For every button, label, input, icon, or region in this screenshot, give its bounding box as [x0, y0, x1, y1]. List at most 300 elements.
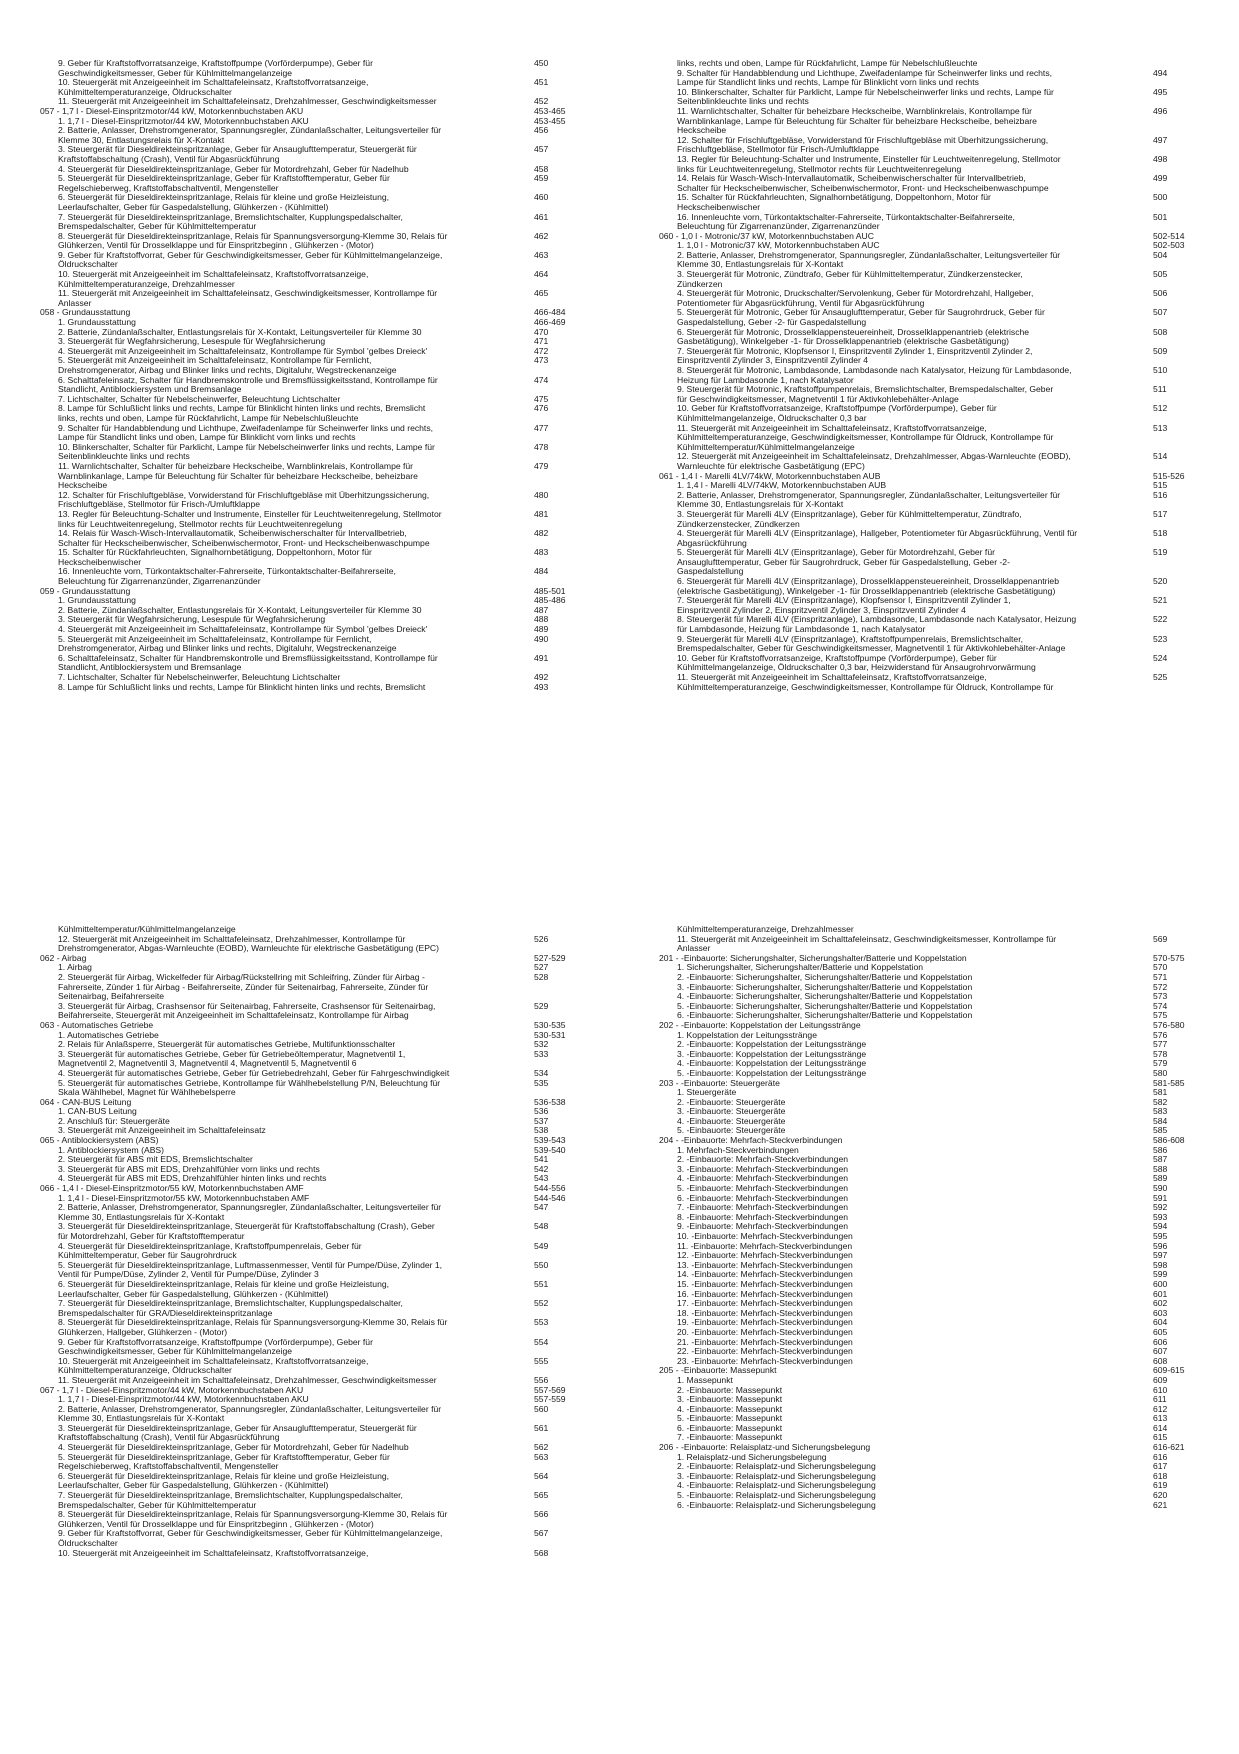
toc-page-number: 463 [534, 249, 549, 260]
toc-page-number: 496 [1153, 105, 1168, 116]
toc-entry-text: 11. Warnlichtschalter, Schalter für beheizbare Heckscheibe, Warnblinkrelais, Kontrollampe für [58, 460, 414, 471]
toc-entry-text: 4. -Einbauorte: Relaisplatz-und Sicherungsbelegung [677, 1480, 876, 1491]
toc-entry-text: Beleuchtung für Zigarrenanzünder, Zigarrenanzünder [58, 576, 261, 587]
toc-entry-text: 205 - -Einbauorte: Massepunkt [659, 1365, 777, 1376]
toc-entry-text: Kühlmitteltemperaturanzeige, Geschwindigkeitsmesser, Kontrollampe für Öldruck, Kontrollampe für [677, 681, 1054, 692]
toc-entry-text: Kühlmittelmangelanzeige, Öldruckschalter 0,3 bar, Heizwiderstand für Ansaugrohrvorwärmung [677, 662, 1036, 673]
toc-page-number: 569 [1153, 933, 1168, 944]
toc-page-number: 573 [1153, 991, 1168, 1002]
toc-page-number: 453-465 [534, 105, 566, 116]
toc-page-number: 550 [534, 1259, 549, 1270]
toc-entry-text: 17. -Einbauorte: Mehrfach-Steckverbindungen [677, 1298, 853, 1309]
toc-page-number: 621 [1153, 1499, 1168, 1510]
toc-entry-text: 1. Koppelstation der Leitungsstränge [677, 1029, 817, 1040]
toc-entry-text: Regelschieberweg, Kraftstoffabschaltventil, Mengensteller [58, 182, 279, 193]
toc-entry-text: Beifahrerseite, Steuergerät mit Anzeigeeinheit im Schalttafeleinsatz, Kontrollampe für Airbag [58, 1010, 409, 1021]
toc-entry-text: 7. Steuergerät für Marelli 4LV (Einspritzanlage), Klopfsensor I, Einspritzventil Zylinder 1, [677, 595, 1011, 606]
toc-entry-text: 9. Schalter für Handabblendung und Lichthupe, Zweifadenlampe für Scheinwerfer links und rechts, [58, 422, 434, 433]
toc-page-number: 500 [1153, 192, 1168, 203]
toc-entry-text: Klemme 30, Entlastungsrelais für X-Kontakt [677, 259, 844, 270]
toc-entry-text: 10. Blinkerschalter, Schalter für Parklicht, Lampe für Nebelscheinwerfer links und rechts, Lampe für [677, 86, 1054, 97]
toc-entry-text: Ventil für Pumpe/Düse, Zylinder 2, Ventil für Pumpe/Düse, Zylinder 3 [58, 1269, 319, 1280]
toc-entry-text: 5. Steuergerät für automatisches Getriebe, Kontrollampe für Wählhebelstellung P/N, Beleuchtung für [58, 1077, 441, 1088]
toc-page-number: 485-501 [534, 585, 566, 596]
toc-entry-text: 5. Steuergerät mit Anzeigeeinheit im Schalttafeleinsatz, Kontrollampe für Fernlicht, [58, 633, 372, 644]
toc-entry-text: Drehstromgenerator, Airbag und Blinker links und rechts, Digitaluhr, Wegstreckenanzeige [58, 365, 397, 375]
toc-page-number: 493 [534, 681, 549, 692]
toc-page-number: 568 [534, 1547, 549, 1558]
toc-page-number: 604 [1153, 1317, 1168, 1328]
toc-page-number: 576-580 [1153, 1019, 1185, 1030]
toc-page-number: 575 [1153, 1010, 1168, 1021]
toc-entry-text: 8. Steuergerät für Dieseldirekteinspritzanlage, Relais für Spannungsversorgung-Klemme 30, Relais für [58, 1317, 448, 1328]
toc-entry-text: Abgasrückführung [677, 537, 747, 548]
toc-page-number: 453-455 [534, 115, 566, 126]
toc-page-number [534, 472, 580, 482]
toc-entry-text: 2. -Einbauorte: Sicherungshalter, Sicherungshalter/Batterie und Koppelstation [677, 971, 973, 982]
toc-page-number: 479 [534, 460, 549, 471]
toc-entry-text: 3. Steuergerät für Airbag, Crashsensor für Seitenairbag, Fahrerseite, Crashsensor für Seitenairbag, [58, 1000, 436, 1011]
toc-page-number: 544-546 [534, 1192, 566, 1203]
toc-entry-text: für Motordrehzahl, Geber für Kraftstofftemperatur [58, 1231, 245, 1241]
toc-page-number: 494 [1153, 67, 1168, 78]
toc-entry-text: 10. Steuergerät mit Anzeigeeinheit im Schalttafeleinsatz, Kraftstoffvorratsanzeige, [58, 77, 369, 88]
toc-page-number: 491 [534, 652, 549, 663]
toc-page-number [1153, 117, 1199, 127]
toc-section-row [659, 1366, 1199, 1376]
toc-page-number: 557-569 [534, 1384, 566, 1395]
toc-entry-text: 9. Steuergerät für Motronic, Kraftstoffpumpenrelais, Bremslichtschalter, Bremspedalschalter, Geber [677, 384, 1054, 395]
toc-page-number: 618 [1153, 1470, 1168, 1481]
toc-entry-text: Leerlaufschalter, Geber für Gaspedalstellung, Glühkerzen - (Kühlmittel) [58, 201, 329, 212]
toc-page-number: 520 [1153, 576, 1168, 587]
toc-entry-text: 063 - Automatisches Getriebe [40, 1019, 154, 1030]
toc-entry-text: 21. -Einbauorte: Mehrfach-Steckverbindungen [677, 1336, 853, 1347]
toc-page-number: 461 [534, 211, 549, 222]
toc-entry-text: 15. Schalter für Rückfahrleuchten, Signalhornbetätigung, Doppeltonhorn, Motor für [677, 192, 991, 203]
toc-page-number: 477 [534, 422, 549, 433]
toc-entry-text: Bremspedalschalter, Geber für Kühlmitteltemperatur [58, 221, 257, 232]
toc-entry-text: 5. Steuergerät für Marelli 4LV (Einspritzanlage), Geber für Motordrehzahl, Geber für [677, 547, 995, 558]
toc-entry-text: 10. Steuergerät mit Anzeigeeinheit im Schalttafeleinsatz, Kraftstoffvorratsanzeige, [58, 1547, 369, 1558]
toc-entry-text: 7. Lichtschalter, Schalter für Nebelscheinwerfer, Beleuchtung Lichtschalter [58, 393, 341, 404]
toc-entry-text: 9. Schalter für Handabblendung und Lichthupe, Zweifadenlampe für Scheinwerfer links und rechts, [677, 67, 1053, 78]
toc-entry-text: Klemme 30, Entlastungsrelais für X-Kontakt [58, 1413, 225, 1424]
toc-entry-text: Heckscheibe [58, 480, 108, 491]
toc-page-number: 530-531 [534, 1029, 566, 1040]
toc-entry-text: 057 - 1,7 l - Diesel-Einspritzmotor/44 kW, Motorkennbuchstaben AKU [40, 105, 304, 116]
toc-entry-text: 2. -Einbauorte: Relaisplatz-und Sicherungsbelegung [677, 1461, 876, 1472]
toc-entry-text: 2. Batterie, Anlasser, Drehstromgenerator, Spannungsregler, Zündanlaßschalter, Leitungsverteiler für [677, 489, 1061, 500]
toc-page-number: 450 [534, 59, 549, 68]
toc-entry-text: 14. Relais für Wasch-Wisch-Intervallautomatik, Scheibenwischerschalter für Intervallbetrieb, [58, 528, 407, 539]
toc-page-number: 613 [1153, 1413, 1168, 1424]
toc-page-number: 544-556 [534, 1183, 566, 1194]
toc-page-number: 472 [534, 345, 549, 356]
toc-entry-text: 4. -Einbauorte: Koppelstation der Leitungsstränge [677, 1058, 867, 1069]
toc-entry-text: 1. Grundausstattung [58, 595, 136, 606]
toc-entry-text: 1. 1,7 l - Diesel-Einspritzmotor/44 kW, Motorkennbuchstaben AKU [58, 1394, 309, 1405]
toc-page-number: 551 [534, 1278, 549, 1289]
toc-entry-text: 19. -Einbauorte: Mehrfach-Steckverbindungen [677, 1317, 853, 1328]
toc-page-number: 512 [1153, 403, 1168, 414]
toc-entry-text: 2. -Einbauorte: Mehrfach-Steckverbindungen [677, 1154, 849, 1165]
toc-entry-text: 1. Massepunkt [677, 1374, 733, 1385]
toc-entry-text: Leerlaufschalter, Geber für Gaspedalstellung, Glühkerzen - (Kühlmittel) [58, 1288, 329, 1299]
toc-page-number: 501 [1153, 211, 1168, 222]
toc-page-number: 483 [534, 547, 549, 558]
toc-entry-text: Regelschieberweg, Kraftstoffabschaltventil, Mengensteller [58, 1461, 279, 1472]
toc-page-number: 508 [1153, 326, 1168, 337]
toc-entry-text: Magnetventil 2, Magnetventil 3, Magnetventil 4, Magnetventil 5, Magnetventil 6 [58, 1058, 357, 1069]
toc-page-number [1153, 433, 1199, 443]
toc-page-number: 599 [1153, 1269, 1168, 1280]
toc-entry-row [40, 1529, 580, 1539]
toc-entry-text: 9. Geber für Kraftstoffvorrat, Geber für Geschwindigkeitsmesser, Geber für Kühlmittelmangelanzeige, [58, 1528, 443, 1539]
toc-entry-row [659, 683, 1199, 693]
toc-page-number: 615 [1153, 1432, 1168, 1443]
toc-entry-text: 1. Mehrfach-Steckverbindungen [677, 1144, 799, 1155]
toc-entry-text: 1. Steuergeräte [677, 1087, 737, 1098]
toc-entry-text: 4. Steuergerät für Marelli 4LV (Einspritzanlage), Hallgeber, Potentiometer für Abgasrückführung, Ventil für [677, 528, 1078, 539]
toc-page-number: 542 [534, 1163, 549, 1174]
toc-page-number: 564 [534, 1470, 549, 1481]
toc-page-number: 484 [534, 566, 549, 577]
toc-page-number: 563 [534, 1451, 549, 1462]
toc-entry-text: 065 - Antiblockiersystem (ABS) [40, 1135, 159, 1146]
toc-section-row [659, 1079, 1199, 1089]
toc-entry-text: 4. Steuergerät mit Anzeigeeinheit im Schalttafeleinsatz, Kontrollampe für Symbol 'gelbes Dreieck' [58, 624, 428, 635]
toc-page-number: 525 [1153, 672, 1168, 682]
toc-page-number: 460 [534, 192, 549, 203]
toc-page-number: 602 [1153, 1298, 1168, 1309]
toc-page-number: 616-621 [1153, 1442, 1185, 1453]
toc-page-number: 527 [534, 962, 549, 973]
toc-entry-text: 3. -Einbauorte: Massepunkt [677, 1394, 783, 1405]
toc-page-number: 511 [1153, 384, 1167, 395]
toc-entry-text: 4. -Einbauorte: Sicherungshalter, Sicherungshalter/Batterie und Koppelstation [677, 991, 973, 1002]
toc-entry-text: 3. Steuergerät für Wegfahrsicherung, Lesespule für Wegfahrsicherung [58, 614, 326, 625]
toc-entry-text: 8. Lampe für Schlußlicht links und rechts, Lampe für Blinklicht hinten links und rechts, Bremslicht [58, 681, 426, 692]
toc-page-number: 489 [534, 624, 549, 635]
toc-entry-text: Frischluftgebläse, Stellmotor für Frisch-/Umluftklappe [677, 144, 880, 155]
toc-page-number: 584 [1153, 1115, 1168, 1126]
toc-page-number: 465 [534, 288, 549, 299]
toc-entry-text: (elektrische Gasbetätigung), Winkelgeber -1- für Drosselklappenantrieb (elektrische Gasbetätigung) [677, 585, 1056, 596]
toc-entry-text: Seitenblinkleuchte links und rechts [58, 451, 190, 462]
toc-entry-text: Zündkerzen [677, 278, 723, 289]
toc-entry-text: 10. Steuergerät mit Anzeigeeinheit im Schalttafeleinsatz, Kraftstoffvorratsanzeige, [58, 1355, 369, 1366]
toc-entry-text: Potentiometer für Abgasrückführung, Ventil für Abgasrückführung [677, 297, 925, 308]
toc-entry-text: 12. Schalter für Frischluftgebläse, Vorwiderstand für Frischluftgebläse mit Überhitzungssicherung, [677, 134, 1049, 145]
toc-entry-text: 5. Steuergerät für Dieseldirekteinspritzanlage, Geber für Kraftstofftemperatur, Geber für [58, 1451, 390, 1462]
toc-page-number: 478 [534, 441, 549, 452]
toc-entry-text: Anlasser [677, 943, 711, 954]
toc-page-number: 570 [1153, 962, 1168, 973]
toc-page-number: 457 [534, 144, 549, 155]
toc-page-number: 601 [1153, 1288, 1168, 1299]
toc-entry-text: Öldruckschalter [58, 259, 118, 270]
toc-entry-text: 067 - 1,7 l - Diesel-Einspritzmotor/44 kW, Motorkennbuchstaben AKU [40, 1384, 304, 1395]
toc-page-number: 466-484 [534, 307, 566, 318]
toc-page-number: 535 [534, 1077, 549, 1088]
toc-entry-text: 1. 1,0 l - Motronic/37 kW, Motorkennbuchstaben AUC [677, 240, 880, 251]
toc-entry-text: links, rechts und oben, Lampe für Rückfahrlicht, Lampe für Nebelschlußleuchte [677, 59, 978, 68]
toc-entry-text: 6. Steuergerät für Dieseldirekteinspritzanlage, Relais für kleine und große Heizleistung, [58, 1278, 390, 1289]
toc-page-number: 527-529 [534, 952, 566, 963]
toc-entry-text: 3. Steuergerät für Motronic, Zündtrafo, Geber für Kühlmitteltemperatur, Zündkerzenstecker, [677, 269, 1023, 280]
toc-entry-text: 12. Steuergerät mit Anzeigeeinheit im Schalttafeleinsatz, Drehzahlmesser, Abgas-Warnleuchte (EOBD), [677, 451, 1071, 462]
toc-page-number: 480 [534, 489, 549, 500]
toc-entry-text: Standlicht, Antiblockiersystem und Bremsanlage [58, 384, 242, 395]
toc-entry-text: 6. Steuergerät für Dieseldirekteinspritzanlage, Relais für kleine und große Heizleistung, [58, 192, 390, 203]
toc-entry-text: links für Leuchtweitenregelung, Stellmotor rechts für Leuchtweitenregelung [677, 163, 962, 174]
toc-page-number: 522 [1153, 614, 1168, 625]
toc-entry-text: Bremspedalschalter für GRA/Dieseldirekteinspritzanlage [58, 1307, 273, 1318]
toc-page-number: 517 [1153, 508, 1168, 519]
toc-entry-text: 201 - -Einbauorte: Sicherungshalter, Sicherungshalter/Batterie und Koppelstation [659, 952, 967, 963]
toc-entry-text: 5. -Einbauorte: Koppelstation der Leitungsstränge [677, 1067, 867, 1078]
toc-entry-text: 14. Relais für Wasch-Wisch-Intervallautomatik, Scheibenwischerschalter für Intervallbetrieb, [677, 173, 1026, 184]
toc-entry-text: 066 - 1,4 l - Diesel-Einspritzmotor/55 kW, Motorkennbuchstaben AMF [40, 1183, 304, 1194]
toc-page-number: 596 [1153, 1240, 1168, 1251]
toc-entry-row [40, 472, 580, 482]
toc-entry-text: 1. Grundausstattung [58, 317, 136, 328]
toc-entry-text: 13. Regler für Beleuchtung-Schalter und Instrumente, Einsteller für Leuchtweitenregelung, Stellmotor [58, 508, 442, 519]
toc-entry-text: 4. Steuergerät mit Anzeigeeinheit im Schalttafeleinsatz, Kontrollampe für Symbol 'gelbes Dreieck' [58, 345, 428, 356]
toc-page-number: 586-608 [1153, 1135, 1185, 1146]
toc-entry-text: 7. Steuergerät für Dieseldirekteinspritzanlage, Bremslichtschalter, Kupplungspedalschalter, [58, 211, 403, 222]
toc-page-number: 557-559 [534, 1394, 566, 1405]
toc-entry-text: links für Leuchtweitenregelung, Stellmotor rechts für Leuchtweitenregelung [58, 518, 343, 529]
toc-entry-text: Standlicht, Antiblockiersystem und Bremsanlage [58, 662, 242, 673]
toc-page-number: 518 [1153, 528, 1168, 539]
toc-page-number: 476 [534, 403, 549, 414]
toc-page-number [534, 983, 580, 993]
toc-entry-text: 3. Steuergerät für automatisches Getriebe, Geber für Getriebeöltemperatur, Magnetventil 1, [58, 1048, 406, 1059]
toc-entry-text: Zündkerzenstecker, Zündkerzen [677, 518, 800, 529]
toc-entry-text: 203 - -Einbauorte: Steuergeräte [659, 1077, 780, 1088]
toc-page-number: 576 [1153, 1029, 1168, 1040]
toc-entry-row [40, 251, 580, 261]
toc-page-number [1153, 683, 1199, 693]
toc-entry-text: 6. -Einbauorte: Relaisplatz-und Sicherungsbelegung [677, 1499, 876, 1510]
toc-page-number: 515 [1153, 480, 1168, 491]
toc-page-number: 485-486 [534, 595, 566, 606]
toc-entry-text: 8. Steuergerät für Dieseldirekteinspritzanlage, Relais für Spannungsversorgung-Klemme 30, Relais für [58, 1509, 448, 1520]
toc-entry-text: Kühlmitteltemperaturanzeige, Öldruckschalter [58, 1365, 232, 1376]
toc-entry-text: Einspritzventil Zylinder 2, Einspritzventil Zylinder 3, Einspritzventil Zylinder 4 [677, 604, 966, 615]
toc-entry-row [40, 289, 580, 299]
toc-entry-text: 2. Batterie, Zündanlaßschalter, Entlastungsrelais für X-Kontakt, Leitungsverteiler für Klemme 30 [58, 604, 422, 615]
toc-entry-text: 11. Steuergerät mit Anzeigeeinheit im Schalttafeleinsatz, Kraftstoffvorratsanzeige, [677, 672, 987, 682]
toc-entry-text: 5. -Einbauorte: Relaisplatz-und Sicherungsbelegung [677, 1490, 876, 1501]
toc-entry-row [40, 683, 580, 693]
toc-page-number: 509 [1153, 345, 1168, 356]
toc-page-number: 466-469 [534, 317, 566, 328]
toc-block-bottom-right [659, 925, 1199, 1691]
toc-page-number: 526 [534, 933, 549, 944]
toc-page-number: 552 [534, 1298, 549, 1309]
toc-entry-text: Heckscheibenwischer [677, 201, 761, 212]
toc-entry-text: Heckscheibe [677, 125, 727, 136]
toc-entry-text: 5. Steuergerät für Motronic, Geber für Ansauglufttemperatur, Geber für Saugrohrdruck, Geber für [677, 307, 1045, 318]
toc-page-number: 470 [534, 326, 549, 337]
toc-entry-text: 3. Steuergerät für Wegfahrsicherung, Lesespule für Wegfahrsicherung [58, 336, 326, 347]
toc-entry-text: Warnleuchte für elektrische Gasbetätigung (EPC) [677, 460, 865, 471]
toc-entry-text: 2. Batterie, Anlasser, Drehstromgenerator, Spannungsregler, Zündanlaßschalter, Leitungsverteiler für [58, 125, 442, 136]
toc-entry-text: 059 - Grundausstattung [40, 585, 131, 596]
toc-entry-text: 8. Steuergerät für Marelli 4LV (Einspritzanlage), Lambdasonde, Lambdasonde nach Katalysator, Heizung [677, 614, 1077, 625]
toc-page-number: 538 [534, 1125, 549, 1136]
toc-page-number: 608 [1153, 1355, 1168, 1366]
toc-page-number: 474 [534, 374, 549, 385]
toc-entry-text: Beleuchtung für Zigarrenanzünder, Zigarrenanzünder [677, 221, 880, 232]
toc-entry-text: 204 - -Einbauorte: Mehrfach-Steckverbindungen [659, 1135, 843, 1146]
toc-entry-text: 16. Innenleuchte vorn, Türkontaktschalter-Fahrerseite, Türkontaktschalter-Beifahrerseite, [58, 566, 396, 577]
toc-page-number: 567 [534, 1528, 549, 1539]
toc-entry-text: 1. Sicherungshalter, Sicherungshalter/Batterie und Koppelstation [677, 962, 924, 973]
toc-entry-row [659, 117, 1199, 127]
toc-entry-text: 4. -Einbauorte: Steuergeräte [677, 1115, 786, 1126]
toc-entry-text: 9. Geber für Kraftstoffvorrat, Geber für Geschwindigkeitsmesser, Geber für Kühlmittelmangelanzeige, [58, 249, 443, 260]
toc-entry-text: 7. Lichtschalter, Schalter für Nebelscheinwerfer, Beleuchtung Lichtschalter [58, 672, 341, 682]
toc-page-number: 528 [534, 971, 549, 982]
toc-entry-text: 8. Steuergerät für Dieseldirekteinspritzanlage, Relais für Spannungsversorgung-Klemme 30, Relais für [58, 230, 448, 241]
toc-entry-text: 2. Steuergerät für ABS mit EDS, Bremslichtschalter [58, 1154, 253, 1165]
toc-page-number: 458 [534, 163, 549, 174]
toc-entry-text: 1. Antiblockiersystem (ABS) [58, 1144, 165, 1155]
toc-entry-text: 2. -Einbauorte: Koppelstation der Leitungsstränge [677, 1039, 867, 1050]
toc-entry-text: 11. Steuergerät mit Anzeigeeinheit im Schalttafeleinsatz, Drehzahlmesser, Geschwindigkeitsmesser [58, 96, 437, 107]
toc-page-number: 543 [534, 1173, 549, 1184]
toc-entry-text: 3. -Einbauorte: Koppelstation der Leitungsstränge [677, 1048, 867, 1059]
toc-entry-text: 10. Geber für Kraftstoffvorratsanzeige, Kraftstoffpumpe (Vorförderpumpe), Geber für [677, 403, 997, 414]
toc-page-number: 541 [534, 1154, 549, 1165]
toc-entry-text: 1. CAN-BUS Leitung [58, 1106, 137, 1117]
toc-entry-text: für Geschwindigkeitsmesser, Magnetventil 1 für Aktivkohlebehälter-Anlage [677, 393, 959, 404]
toc-page-number: 578 [1153, 1048, 1168, 1059]
toc-entry-text: 2. -Einbauorte: Steuergeräte [677, 1096, 786, 1107]
toc-entry-row [659, 1501, 1199, 1511]
toc-entry-text: 5. Steuergerät für Dieseldirekteinspritzanlage, Luftmassenmesser, Ventil für Pumpe/Düse, Zylinder 1, [58, 1259, 443, 1270]
toc-page-number: 555 [534, 1355, 549, 1366]
toc-entry-text: 2. Batterie, Zündanlaßschalter, Entlastungsrelais für X-Kontakt, Leitungsverteiler für Klemme 30 [58, 326, 422, 337]
toc-entry-text: Schalter für Heckscheibenwischer, Scheibenwischermotor, Front- und Heckscheibenwaschpumpe [58, 537, 430, 548]
toc-page-number: 498 [1153, 153, 1168, 164]
toc-entry-text: 7. -Einbauorte: Mehrfach-Steckverbindungen [677, 1202, 849, 1213]
toc-entry-text: 8. -Einbauorte: Mehrfach-Steckverbindungen [677, 1211, 849, 1222]
toc-entry-text: 7. Steuergerät für Dieseldirekteinspritzanlage, Bremslichtschalter, Kupplungspedalschalter, [58, 1490, 403, 1501]
toc-entry-text: Bremspedalschalter, Geber für Kühlmitteltemperatur [58, 1499, 257, 1510]
toc-entry-text: Heckscheibenwischer [58, 556, 142, 567]
toc-page-number: 475 [534, 393, 549, 404]
toc-entry-text: 5. -Einbauorte: Steuergeräte [677, 1125, 786, 1136]
toc-entry-text: Glühkerzen, Ventil für Drosselklappe und für Einspritzbeginn , Glühkerzen - (Motor) [58, 1518, 374, 1529]
toc-page-number: 487 [534, 604, 549, 615]
toc-entry-text: Kühlmittelmangelanzeige, Öldruckschalter 0,3 bar [677, 412, 867, 423]
toc-page-number: 597 [1153, 1250, 1168, 1261]
toc-entry-text: 11. -Einbauorte: Mehrfach-Steckverbindungen [677, 1240, 853, 1251]
toc-page-number: 539-543 [534, 1135, 566, 1146]
toc-entry-text: Drehstromgenerator, Abgas-Warnleuchte (EOBD), Warnleuchte für elektrische Gasbetätigung (EPC) [58, 943, 439, 954]
toc-entry-text: für Lambdasonde, Heizung für Lambdasonde 1, nach Katalysator [677, 624, 926, 635]
toc-page-number: 530-535 [534, 1019, 566, 1030]
toc-entry-text: 061 - 1,4 l - Marelli 4LV/74kW, Motorkennbuchstaben AUB [659, 470, 881, 481]
toc-page-number: 582 [1153, 1096, 1168, 1107]
toc-entry-text: 7. Steuergerät für Motronic, Klopfsensor I, Einspritzventil Zylinder 1, Einspritzventil Zylinder 2, [677, 345, 1033, 356]
toc-entry-text: 202 - -Einbauorte: Koppelstation der Leitungsstränge [659, 1019, 861, 1030]
toc-entry-text: 1. 1,4 l - Marelli 4LV/74kW, Motorkennbuchstaben AUB [677, 480, 887, 491]
toc-page-number: 583 [1153, 1106, 1168, 1117]
toc-page-number: 464 [534, 269, 549, 280]
toc-entry-text: Kühlmitteltemperaturanzeige, Geschwindigkeitsmesser, Kontrollampe für Öldruck, Kontrollampe für [677, 432, 1054, 443]
toc-entry-text: 6. Steuergerät für Marelli 4LV (Einspritzanlage), Drosselklappensteuereinheit, Drosselklappenantrieb [677, 576, 1059, 587]
toc-entry-text: 10. Blinkerschalter, Schalter für Parklicht, Lampe für Nebelscheinwerfer links und rechts, Lampe für [58, 441, 435, 452]
toc-page-number: 547 [534, 1202, 549, 1213]
toc-entry-text: Gasbetätigung), Winkelgeber -1- für Drosselklappenantrieb (elektrische Gasbetätigung) [677, 336, 1009, 347]
toc-entry-text: 4. Steuergerät für Motronic, Druckschalter/Servolenkung, Geber für Motordrehzahl, Hallgeber, [677, 288, 1034, 299]
toc-entry-text: Fahrerseite, Zünder 1 für Airbag - Beifahrerseite, Zünder für Seitenairbag, Fahrerseite, Zünder für [58, 981, 429, 992]
toc-entry-row [40, 1549, 580, 1559]
toc-page-number: 537 [534, 1115, 549, 1126]
toc-page-number: 553 [534, 1317, 549, 1328]
toc-page-number: 560 [534, 1403, 549, 1414]
toc-entry-text: 1. Automatisches Getriebe [58, 1029, 159, 1040]
toc-entry-text: 1. Airbag [58, 962, 92, 973]
toc-entry-text: 20. -Einbauorte: Mehrfach-Steckverbindungen [677, 1326, 853, 1337]
toc-page-number: 586 [1153, 1144, 1168, 1155]
toc-page-number: 605 [1153, 1326, 1168, 1337]
toc-page-number: 617 [1153, 1461, 1168, 1472]
toc-page-number: 504 [1153, 249, 1168, 260]
toc-entry-text: 1. 1,4 l - Diesel-Einspritzmotor/55 kW, Motorkennbuchstaben AMF [58, 1192, 310, 1203]
toc-page-number: 566 [534, 1509, 549, 1520]
toc-entry-text: 16. Innenleuchte vorn, Türkontaktschalter-Fahrerseite, Türkontaktschalter-Beifahrerseite, [677, 211, 1015, 222]
toc-entry-text: 11. Steuergerät mit Anzeigeeinheit im Schalttafeleinsatz, Drehzahlmesser, Geschwindigkeitsmesser [58, 1374, 437, 1385]
toc-entry-text: 5. -Einbauorte: Mehrfach-Steckverbindungen [677, 1183, 849, 1194]
toc-entry-text: 11. Warnlichtschalter, Schalter für beheizbare Heckscheibe, Warnblinkrelais, Kontrollampe für [677, 105, 1033, 116]
toc-page-number: 598 [1153, 1259, 1168, 1270]
toc-entry-text: 12. Steuergerät mit Anzeigeeinheit im Schalttafeleinsatz, Drehzahlmesser, Kontrollampe für [58, 933, 406, 944]
toc-entry-text: 10. Steuergerät mit Anzeigeeinheit im Schalttafeleinsatz, Kraftstoffvorratsanzeige, [58, 269, 369, 280]
toc-entry-text: 6. Schalttafeleinsatz, Schalter für Handbremskontrolle und Bremsflüssigkeitsstand, Kontrollampe für [58, 652, 438, 663]
toc-page-number: 481 [534, 508, 549, 519]
toc-page-number: 502-503 [1153, 240, 1185, 251]
toc-page-number: 524 [1153, 652, 1168, 663]
toc-page-number: 519 [1153, 547, 1168, 558]
toc-page-number: 570-575 [1153, 952, 1185, 963]
toc-page-number: 561 [534, 1422, 549, 1433]
toc-entry-text: 5. Steuergerät für Dieseldirekteinspritzanlage, Geber für Kraftstofftemperatur, Geber für [58, 173, 390, 184]
toc-entry-text: 23. -Einbauorte: Mehrfach-Steckverbindungen [677, 1355, 853, 1366]
toc-entry-text: 5. -Einbauorte: Sicherungshalter, Sicherungshalter/Batterie und Koppelstation [677, 1000, 973, 1011]
toc-page-number: 499 [1153, 173, 1168, 184]
toc-entry-text: Klemme 30, Entlastungsrelais für X-Kontakt [58, 1211, 225, 1222]
toc-page-number: 565 [534, 1490, 549, 1501]
toc-entry-text: 6. Schalttafeleinsatz, Schalter für Handbremskontrolle und Bremsflüssigkeitsstand, Kontrollampe für [58, 374, 438, 385]
toc-entry-text: 5. Steuergerät mit Anzeigeeinheit im Schalttafeleinsatz, Kontrollampe für Fernlicht, [58, 355, 372, 366]
toc-entry-row [659, 935, 1199, 945]
toc-page-number: 459 [534, 173, 549, 184]
toc-entry-text: links, rechts und oben, Lampe für Rückfahrlicht, Lampe für Nebelschlußleuchte [58, 412, 359, 423]
toc-page-number: 619 [1153, 1480, 1168, 1491]
toc-page-number: 554 [534, 1336, 549, 1347]
toc-page-number: 532 [534, 1039, 549, 1050]
toc-page-number: 607 [1153, 1346, 1168, 1357]
toc-entry-row [40, 944, 580, 954]
toc-entry-text: 064 - CAN-BUS Leitung [40, 1096, 132, 1107]
